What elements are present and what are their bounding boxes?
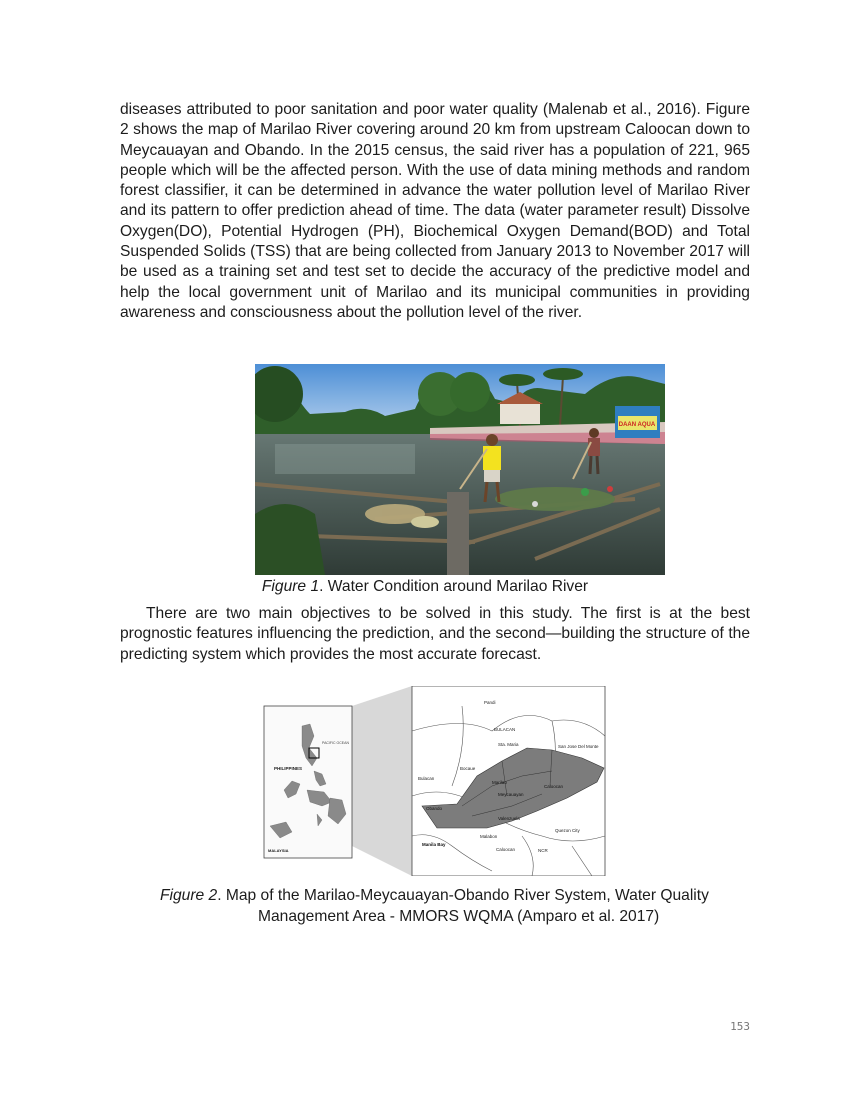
map-label-caloocan-south: Caloocan [496,847,516,852]
map-label-bocaue: Bocaue [460,766,476,771]
inset-sea-label: PACIFIC OCEAN [322,741,349,745]
figure-2-caption-line-2: Management Area - MMORS WQMA (Amparo et al. 2017) [258,908,660,925]
river-system-map [262,686,607,876]
map-label-sjdm: San Jose Del Monte [558,744,599,749]
map-label-quezon-city: Quezon City [555,828,580,833]
map-label-sta-maria: Sta. Maria [498,742,519,747]
map-label-bulacan-town: Bulacan [418,776,435,781]
figure-2-label: Figure 2 [160,887,218,904]
body-paragraph-2: There are two main objectives to be solved in this study. The first is at the best prognostic features influencing the prediction, and the second—building the structure of the predicting system which provides the most accurate forecast. [120,605,750,663]
map-label-meycauayan: Meycauayan [498,792,524,797]
figure-2-caption-line-1 [160,886,709,906]
figure-2-caption-text-1: . Map of the Marilao-Meycauayan-Obando River System, Water Quality [217,887,709,904]
map-label-ncr: NCR [538,848,548,853]
map-label-caloocan-north: Caloocan [544,784,564,789]
map-label-marilao: Marilao [492,780,507,785]
map-label-malabon: Malabon [480,834,498,839]
map-label-bulacan-province: BULACAN [494,727,516,732]
figure-1-caption-text: . Water Condition around Marilao River [319,578,589,595]
page-number: 153 [730,1020,750,1033]
map-label-obando: Obando [426,806,443,811]
figure-1-label: Figure 1 [261,578,320,595]
inset-country-label: PHILIPPINES [274,766,303,771]
sign-text: DAAN AQUA [618,422,656,428]
inset-malaysia-label: MALAYSIA [268,848,289,853]
map-label-pandi: Pandi [484,700,496,705]
figure-1-caption [0,577,850,597]
map-label-manila-bay: Manila Bay [422,842,446,847]
river-photo [255,364,665,575]
map-label-valenzuela: Valenzuela [498,816,520,821]
body-paragraph-1: diseases attributed to poor sanitation and poor water quality (Malenab et al., 2016). Figure 2 shows the map of Marilao River covering around 20 km from upstream Caloocan down to Meycauayan and Obando. In the 2015 census, the said river has a population of 221, 965 people which will be the affected person. With the use of data mining methods and random forest classifier, it can be determined in advance the water pollution level of Marilao River and its pattern to offer prediction ahead of time. The data (water parameter result) Dissolve Oxygen(DO), Potential Hydrogen (PH), Biochemical Oxygen Demand(BOD) and Total Suspended Solids (TSS) that are being collected from January 2013 to November 2017 will be used as a training set and test set to decide the accuracy of the predictive model and help the local government unit of Marilao and its municipal communities in providing awareness and consciousness about the pollution level of the river. [120,101,750,321]
